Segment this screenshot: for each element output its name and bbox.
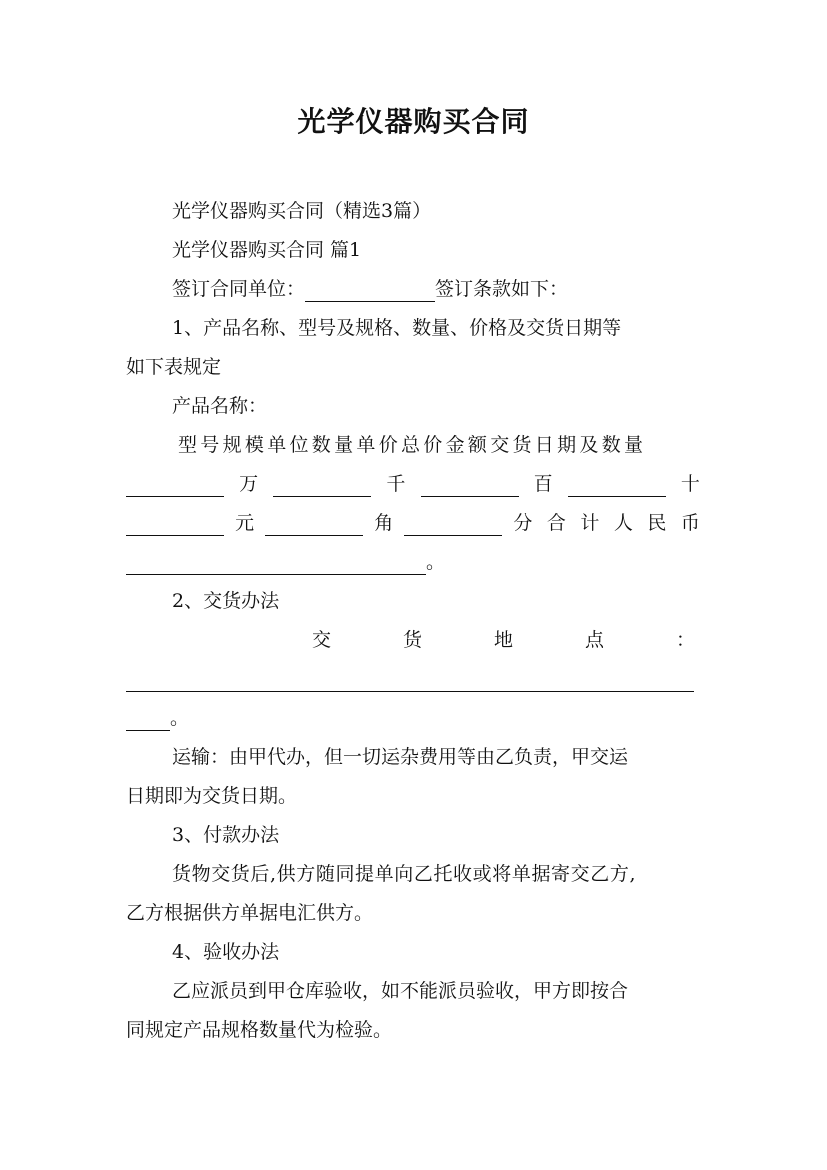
table-header: 型号规模单位数量单价总价金额交货日期及数量 xyxy=(178,434,647,456)
delivery-place-row xyxy=(126,666,700,692)
wan-blank xyxy=(126,476,224,497)
rmb-line xyxy=(126,549,700,575)
transport-line-2: 日期即为交货日期。 xyxy=(126,785,298,807)
delivery-place-label: 交货地点： xyxy=(312,629,768,651)
subtitle: 光学仪器购买合同（精选3篇） xyxy=(172,200,432,222)
section-2-heading: 2、交货办法 xyxy=(172,590,280,612)
sign-unit-label: 签订合同单位： xyxy=(172,278,306,300)
section-3-heading: 3、付款办法 xyxy=(172,824,280,846)
product-name-label: 产品名称： xyxy=(172,395,268,417)
yuan-blank xyxy=(126,515,224,536)
unit-qian: 千 xyxy=(386,473,406,495)
delivery-end-mark: 。 xyxy=(170,707,190,729)
sign-unit-blank xyxy=(305,281,435,302)
unit-jiao: 角 xyxy=(374,512,394,534)
amount-row-2 xyxy=(126,510,715,536)
acceptance-line-1: 乙应派员到甲仓库验收，如不能派员验收，甲方即按合 xyxy=(172,980,629,1002)
part-heading: 光学仪器购买合同 篇1 xyxy=(172,239,362,261)
bai-blank xyxy=(421,476,519,497)
sign-line xyxy=(172,276,700,302)
unit-yuan: 元 xyxy=(235,512,255,534)
page-title: 光学仪器购买合同 xyxy=(297,105,530,138)
acceptance-line-2: 同规定产品规格数量代为检验。 xyxy=(126,1019,393,1041)
payment-line-1: 货物交货后,供方随同提单向乙托收或将单据寄交乙方, xyxy=(172,863,637,885)
amount-row-1 xyxy=(126,471,700,497)
shi-blank xyxy=(568,476,666,497)
delivery-place-blank xyxy=(126,671,694,692)
delivery-place-row-2 xyxy=(126,705,700,731)
fen-heji-text: 分合计人民币 xyxy=(513,512,715,534)
rmb-blank xyxy=(126,554,426,575)
unit-bai: 百 xyxy=(533,473,553,495)
qian-blank xyxy=(273,476,371,497)
sign-terms-label: 签订条款如下： xyxy=(435,278,569,300)
section-1-line-2: 如下表规定 xyxy=(126,356,222,378)
section-1-line-1: 1、产品名称、型号及规格、数量、价格及交货日期等 xyxy=(172,317,622,339)
rmb-end-mark: 。 xyxy=(426,551,446,573)
fen-blank xyxy=(404,515,502,536)
jiao-blank xyxy=(265,515,363,536)
payment-line-2: 乙方根据供方单据电汇供方。 xyxy=(126,902,374,924)
unit-wan: 万 xyxy=(239,473,259,495)
unit-shi: 十 xyxy=(680,473,700,495)
section-4-heading: 4、验收办法 xyxy=(172,941,280,963)
transport-line-1: 运输：由甲代办，但一切运杂费用等由乙负责，甲交运 xyxy=(172,746,629,768)
delivery-place-blank-2 xyxy=(126,710,170,731)
